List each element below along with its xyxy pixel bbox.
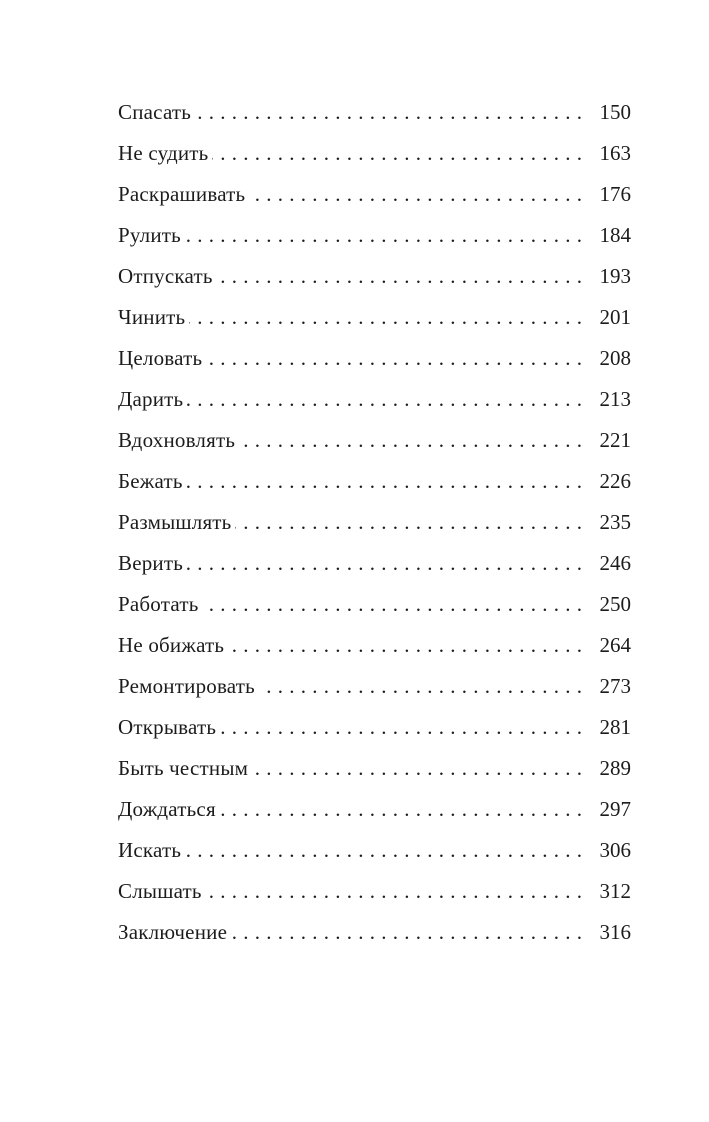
toc-page-number: 246	[599, 551, 631, 575]
toc-page-number: 250	[599, 592, 631, 616]
toc-dot-leader	[185, 830, 582, 871]
toc-dot-leader	[202, 584, 582, 625]
toc-row	[118, 297, 631, 338]
toc-page-number: 184	[599, 223, 631, 247]
toc-entry-title: Слышать	[118, 879, 202, 903]
toc-row	[118, 625, 631, 666]
toc-entry-title: Вдохновлять	[118, 428, 236, 452]
toc-entry-title: Чинить	[118, 305, 186, 329]
toc-page-number: 226	[599, 469, 631, 493]
toc-entry-title: Отпускать	[118, 264, 213, 288]
toc-row	[118, 912, 631, 953]
toc-row	[118, 461, 631, 502]
toc-entry-title: Открывать	[118, 715, 217, 739]
toc-row	[118, 338, 631, 379]
toc-row	[118, 666, 631, 707]
toc-page-number: 306	[599, 838, 631, 862]
toc-page-number: 312	[599, 879, 631, 903]
toc-dot-leader	[217, 256, 582, 297]
toc-entry-title: Целовать	[118, 346, 203, 370]
toc-entry-title: Рулить	[118, 223, 181, 247]
toc-dot-leader	[252, 748, 582, 789]
toc-row	[118, 707, 631, 748]
toc-entry-title: Дождаться	[118, 797, 216, 821]
toc-row	[118, 830, 631, 871]
toc-page-number: 221	[599, 428, 631, 452]
toc-entry-title: Спасать	[118, 100, 192, 124]
toc-page-number: 289	[599, 756, 631, 780]
toc-entry-title: Быть честным	[118, 756, 249, 780]
toc-row	[118, 584, 631, 625]
toc-row	[118, 92, 631, 133]
toc-dot-leader	[195, 92, 582, 133]
toc-dot-leader	[212, 133, 582, 174]
toc-dot-leader	[231, 912, 582, 953]
toc-entry-title: Бежать	[118, 469, 183, 493]
toc-dot-leader	[220, 789, 582, 830]
toc-entry-title: Верить	[118, 551, 184, 575]
toc-list	[118, 92, 631, 953]
toc-page-number: 273	[599, 674, 631, 698]
toc-page-number: 176	[599, 182, 631, 206]
toc-dot-leader	[187, 379, 582, 420]
toc-entry-title: Раскрашивать	[118, 182, 246, 206]
toc-row	[118, 789, 631, 830]
toc-page-number: 193	[599, 264, 631, 288]
toc-dot-leader	[206, 871, 582, 912]
toc-page-number: 150	[599, 100, 631, 124]
toc-entry-title: Искать	[118, 838, 182, 862]
toc-dot-leader	[189, 297, 582, 338]
toc-dot-leader	[206, 338, 582, 379]
toc-row	[118, 215, 631, 256]
toc-page-number: 297	[599, 797, 631, 821]
toc-row	[118, 379, 631, 420]
toc-dot-leader	[259, 666, 582, 707]
toc-page-number: 201	[599, 305, 631, 329]
toc-entry-title: Работать	[118, 592, 199, 616]
toc-row	[118, 256, 631, 297]
toc-page-number: 316	[599, 920, 631, 944]
toc-entry-title: Не судить	[118, 141, 209, 165]
toc-row	[118, 502, 631, 543]
toc-page-number: 281	[599, 715, 631, 739]
toc-entry-title: Заключение	[118, 920, 228, 944]
toc-row	[118, 420, 631, 461]
toc-dot-leader	[239, 420, 582, 461]
toc-row	[118, 748, 631, 789]
toc-dot-leader	[187, 543, 582, 584]
toc-entry-title: Не обижать	[118, 633, 225, 657]
toc-row	[118, 871, 631, 912]
toc-page-number: 235	[599, 510, 631, 534]
toc-entry-title: Размышлять	[118, 510, 232, 534]
toc-entry-title: Дарить	[118, 387, 184, 411]
toc-row	[118, 174, 631, 215]
toc-page-number: 163	[599, 141, 631, 165]
toc-page-number: 208	[599, 346, 631, 370]
toc-entry-title: Ремонтировать	[118, 674, 255, 698]
toc-dot-leader	[228, 625, 582, 666]
toc-page-number: 264	[599, 633, 631, 657]
toc-dot-leader	[235, 502, 582, 543]
toc-dot-leader	[187, 461, 582, 502]
toc-page-number: 213	[599, 387, 631, 411]
toc-dot-leader	[185, 215, 582, 256]
toc-row	[118, 543, 631, 584]
toc-row	[118, 133, 631, 174]
toc-dot-leader	[220, 707, 582, 748]
toc-dot-leader	[249, 174, 582, 215]
